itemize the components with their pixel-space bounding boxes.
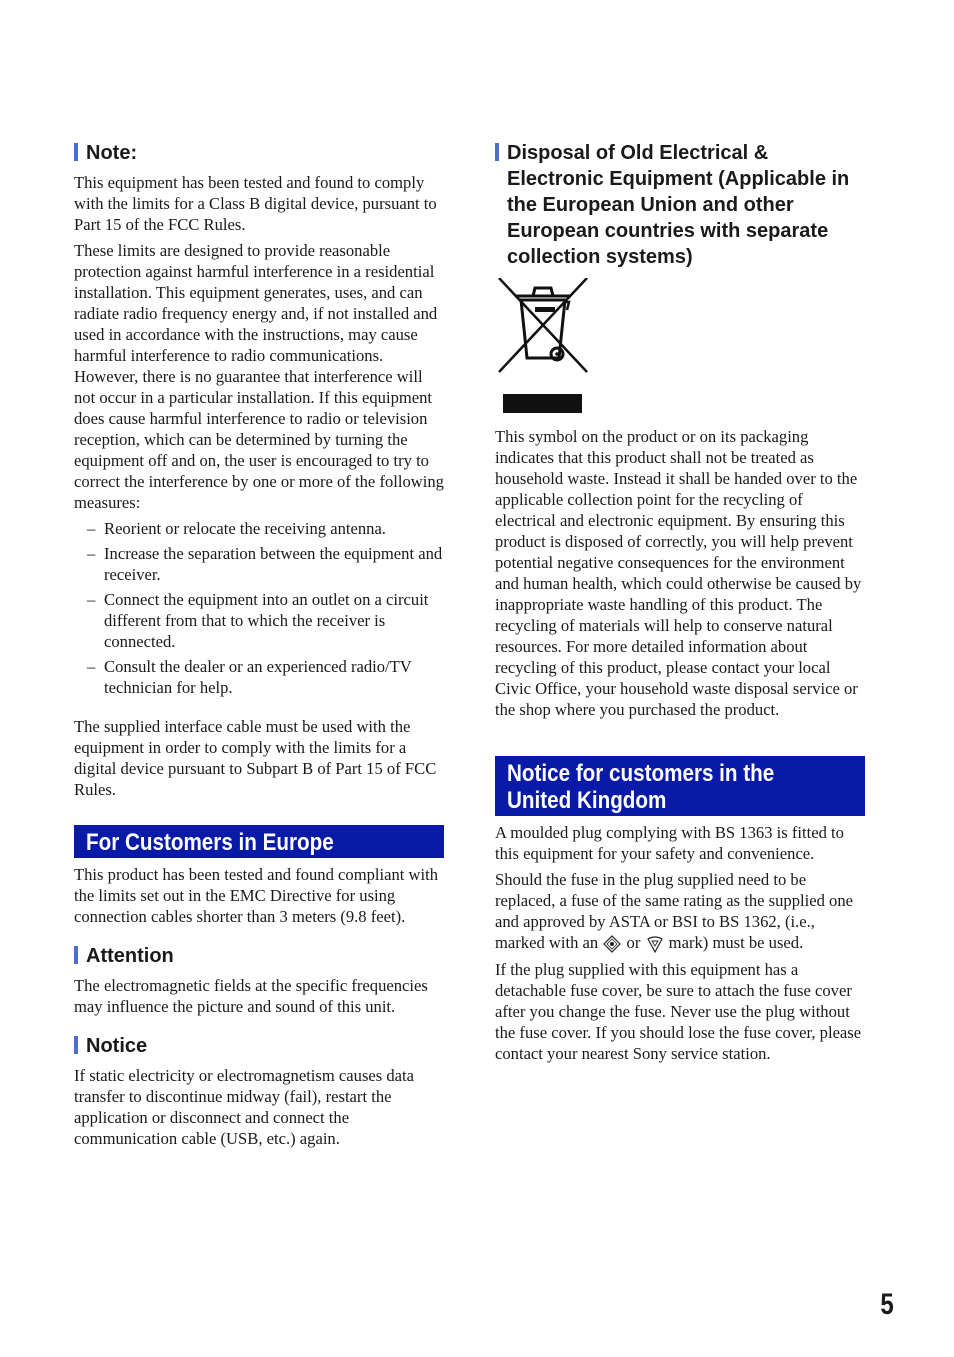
- notice-heading: Notice: [74, 1033, 444, 1059]
- note-paragraph-2: These limits are designed to provide reasonable protection against harmful interference in a residential installation. This equipment generates, uses, and can radiate radio frequency energy and, if not installed and used in accordance with the instructions, may cause harmful interference to radio communications. However, there is no guarantee that interference will not occur in a particular installation. If this equipment does cause harmful interference to radio or television reception, which can be determined by turning the equipment off and on, the user is encouraged to try to correct the interference by one or more of the following measures:: [74, 241, 444, 512]
- disposal-heading: Disposal of Old Electrical & Electronic Equipment (Applicable in the European Union and other European countries with separate collection systems): [495, 140, 865, 270]
- notice-paragraph: If static electricity or electromagnetism causes data transfer to discontinue midway (fail), restart the application or disconnect and connect the communication cable (USB, etc.) again.: [74, 1066, 415, 1148]
- heading-bar: [495, 143, 499, 161]
- left-column: [74, 140, 444, 1149]
- page-number: 5: [880, 1288, 894, 1321]
- uk-paragraph-2: Should the fuse in the plug supplied need to be replaced, a fuse of the same rating as the supplied one and approved by ASTA or BSI to BS 1362, (i.e., marked with an or mark) must be used.: [495, 869, 865, 954]
- disposal-paragraph: This symbol on the product or on its packaging indicates that this product shall not be treated as household waste. Instead it shall be handed over to the applicable collection point for the recycling of electrical and electronic equipment. By ensuring this product is disposed of correctly, you will help prevent potential negative consequences for the environment and human health, which could otherwise be caused by inappropriate waste handling of this product. The recycling of materials will help to conserve natural resources. For more detailed information about recycling of this product, please contact your local Civic Office, your household waste disposal service or the shop where you purchased the product.: [495, 427, 862, 719]
- asta-mark-icon: [602, 934, 622, 954]
- crossed-out-wheeled-bin-icon: [495, 278, 595, 418]
- list-item: – Consult the dealer or an experienced radio/TV technician for help.: [87, 657, 412, 697]
- uk-paragraph-1: A moulded plug complying with BS 1363 is fitted to this equipment for your safety and convenience.: [495, 823, 844, 863]
- europe-paragraph: This product has been tested and found compliant with the limits set out in the EMC Directive for using connection cables shorter than 3 meters (9.8 feet).: [74, 865, 439, 926]
- uk-banner-heading: Notice for customers in the United Kingdom: [495, 756, 865, 816]
- heading-bar: [74, 143, 78, 161]
- note-heading: Note:: [74, 140, 444, 166]
- note-paragraph-1: This equipment has been tested and found to comply with the limits for a Class B digital device, pursuant to Part 15 of the FCC Rules.: [74, 173, 437, 234]
- list-item: – Increase the separation between the equipment and receiver.: [87, 544, 443, 584]
- heading-bar: [74, 1036, 78, 1054]
- bsi-kitemark-icon: [645, 934, 665, 954]
- heading-bar: [74, 946, 78, 964]
- list-item: – Reorient or relocate the receiving antenna.: [87, 519, 386, 538]
- right-column: [495, 140, 865, 1064]
- measures-list: [74, 518, 444, 698]
- note-paragraph-3: The supplied interface cable must be used with the equipment in order to comply with the limits for a digital device pursuant to Subpart B of Part 15 of FCC Rules.: [74, 717, 437, 799]
- list-item: – Connect the equipment into an outlet on a circuit different from that to which the receiver is connected.: [87, 590, 429, 651]
- uk-paragraph-3: If the plug supplied with this equipment has a detachable fuse cover, be sure to attach the fuse cover after you change the fuse. Never use the plug without the fuse cover. If you should lose the fuse cover, please contact your nearest Sony service station.: [495, 960, 862, 1064]
- europe-banner-heading: For Customers in Europe: [74, 825, 444, 858]
- attention-heading: Attention: [74, 943, 444, 969]
- attention-paragraph: The electromagnetic fields at the specific frequencies may influence the picture and sound of this unit.: [74, 976, 428, 1016]
